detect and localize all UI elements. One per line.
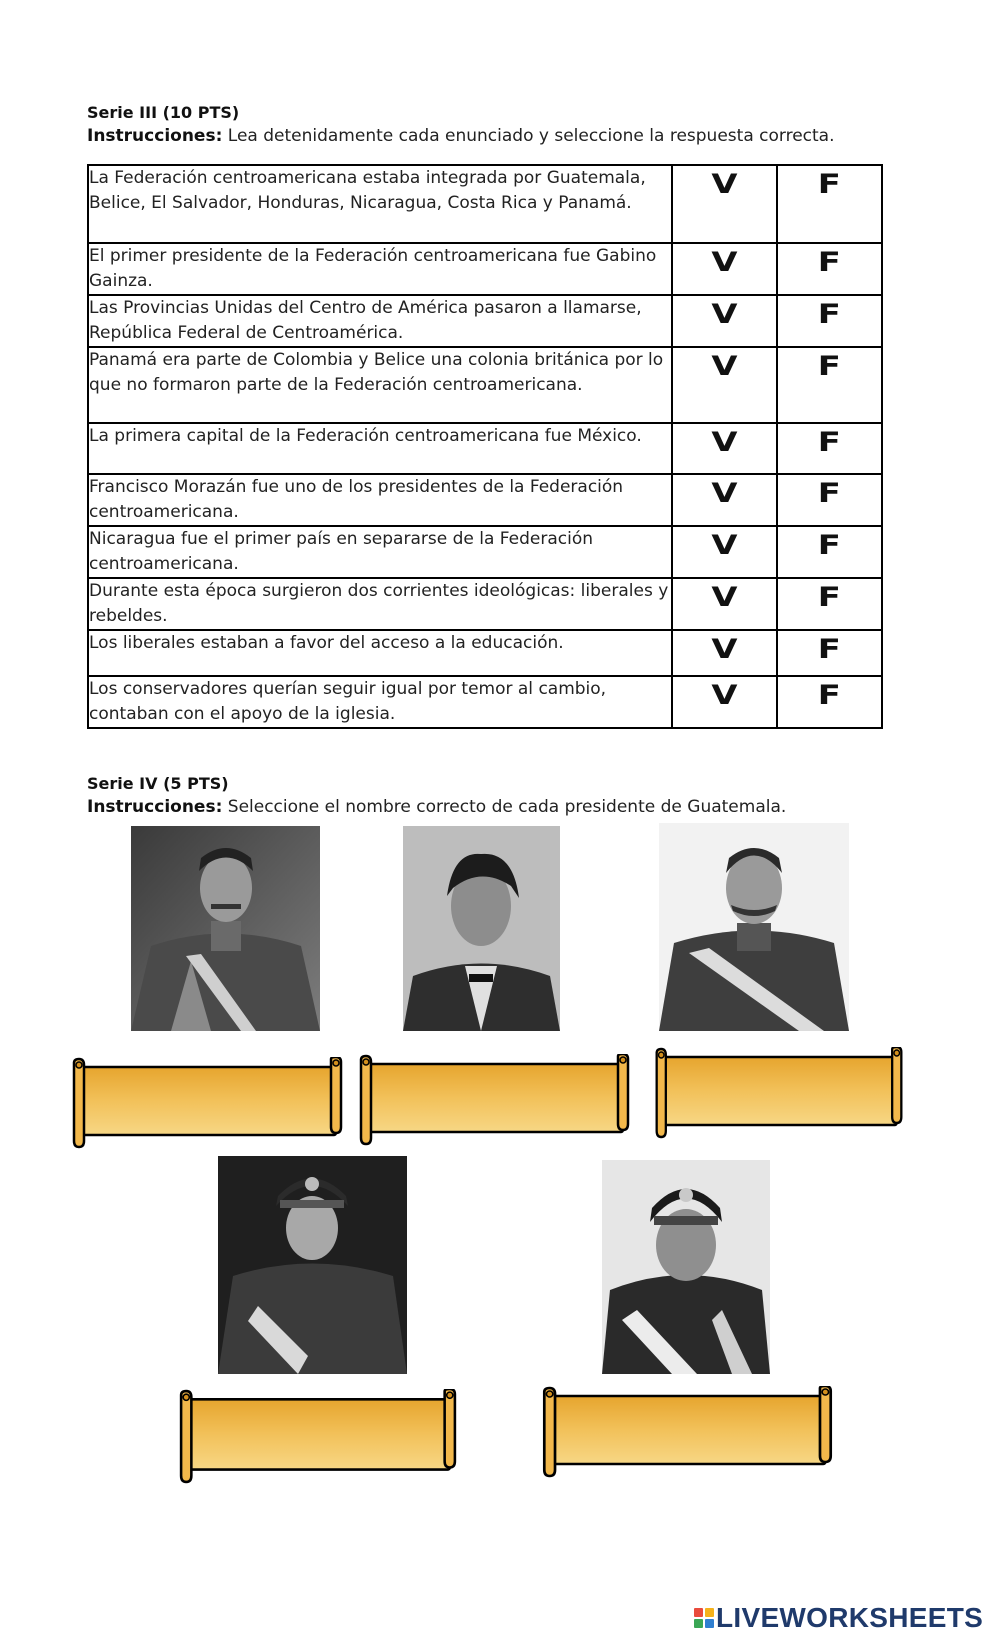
serie-4-title: Serie IV (5 PTS) [87, 774, 229, 793]
false-option-label: F [817, 582, 842, 613]
statement-row [88, 295, 882, 347]
false-option-label: F [817, 634, 842, 665]
true-option[interactable] [672, 474, 777, 526]
president-name-scroll-5[interactable] [540, 1386, 835, 1478]
true-option-label: V [711, 247, 738, 278]
logo-text: LIVEWORKSHEETS [716, 1602, 984, 1633]
true-option-label: V [711, 634, 738, 665]
true-option[interactable] [672, 526, 777, 578]
statement-text: Francisco Morazán fue uno de los presidentes de la Federación centroamericana. [88, 474, 672, 526]
president-name-scroll-2[interactable] [357, 1054, 632, 1146]
serie-3-title: Serie III (10 PTS) [87, 103, 240, 122]
statement-text: El primer presidente de la Federación centroamericana fue Gabino Gainza. [88, 243, 672, 295]
false-option-label: F [817, 169, 842, 200]
statement-row [88, 347, 882, 423]
statement-row [88, 423, 882, 474]
statement-row [88, 474, 882, 526]
false-option[interactable] [777, 676, 882, 728]
true-option[interactable] [672, 423, 777, 474]
logo-square [705, 1619, 714, 1628]
logo-square [694, 1608, 703, 1617]
false-option[interactable] [777, 474, 882, 526]
statement-text: Los conservadores querían seguir igual por temor al cambio, contaban con el apoyo de la iglesia. [88, 676, 672, 728]
false-option[interactable] [777, 578, 882, 630]
false-option[interactable] [777, 347, 882, 423]
false-option-label: F [817, 478, 842, 509]
false-option[interactable] [777, 526, 882, 578]
false-option-label: F [817, 680, 842, 711]
instructions-label: Instrucciones: [87, 126, 223, 146]
true-option-label: V [711, 582, 738, 613]
false-option[interactable] [777, 423, 882, 474]
statement-text: La Federación centroamericana estaba integrada por Guatemala, Belice, El Salvador, Honduras, Nicaragua, Costa Rica y Panamá. [88, 165, 672, 243]
statement-text: La primera capital de la Federación centroamericana fue México. [88, 423, 672, 474]
president-portrait-4 [218, 1156, 407, 1374]
true-option[interactable] [672, 347, 777, 423]
president-portrait-5 [602, 1160, 770, 1374]
false-option-label: F [817, 351, 842, 382]
true-option[interactable] [672, 295, 777, 347]
president-name-scroll-1[interactable] [70, 1057, 345, 1149]
instructions-label: Instrucciones: [87, 797, 223, 817]
true-false-table [87, 164, 883, 729]
false-option[interactable] [777, 630, 882, 676]
true-option[interactable] [672, 578, 777, 630]
true-option-label: V [711, 169, 738, 200]
false-option[interactable] [777, 243, 882, 295]
liveworksheets-logo [694, 1603, 983, 1633]
serie-3-instructions [87, 126, 834, 146]
statement-row [88, 578, 882, 630]
true-option-label: V [711, 299, 738, 330]
instructions-text: Lea detenidamente cada enunciado y seleccione la respuesta correcta. [222, 126, 835, 146]
statement-row [88, 676, 882, 728]
logo-square [705, 1608, 714, 1617]
false-option-label: F [817, 530, 842, 561]
true-option-label: V [711, 351, 738, 382]
true-option-label: V [711, 427, 738, 458]
statement-text: Nicaragua fue el primer país en separarse de la Federación centroamericana. [88, 526, 672, 578]
president-portrait-1 [131, 826, 320, 1031]
statement-row [88, 165, 882, 243]
true-option[interactable] [672, 676, 777, 728]
false-option-label: F [817, 299, 842, 330]
true-option[interactable] [672, 630, 777, 676]
true-option[interactable] [672, 243, 777, 295]
false-option-label: F [817, 427, 842, 458]
president-name-scroll-3[interactable] [653, 1047, 905, 1139]
statement-text: Panamá era parte de Colombia y Belice una colonia británica por lo que no formaron parte de la Federación centroamericana. [88, 347, 672, 423]
logo-grid-icon [694, 1608, 714, 1628]
president-portrait-2 [403, 826, 560, 1031]
true-option[interactable] [672, 165, 777, 243]
statement-row [88, 526, 882, 578]
true-option-label: V [711, 530, 738, 561]
true-option-label: V [711, 478, 738, 509]
true-option-label: V [711, 680, 738, 711]
statement-text: Las Provincias Unidas del Centro de América pasaron a llamarse, República Federal de Centroamérica. [88, 295, 672, 347]
statement-text: Los liberales estaban a favor del acceso a la educación. [88, 630, 672, 676]
false-option-label: F [817, 247, 842, 278]
statement-text: Durante esta época surgieron dos corrientes ideológicas: liberales y rebeldes. [88, 578, 672, 630]
president-name-scroll-4[interactable] [177, 1389, 459, 1484]
false-option[interactable] [777, 165, 882, 243]
serie-4-instructions [87, 797, 786, 817]
instructions-text: Seleccione el nombre correcto de cada presidente de Guatemala. [222, 797, 787, 817]
false-option[interactable] [777, 295, 882, 347]
statement-row [88, 630, 882, 676]
statement-row [88, 243, 882, 295]
president-portrait-3 [659, 823, 849, 1031]
logo-square [694, 1619, 703, 1628]
